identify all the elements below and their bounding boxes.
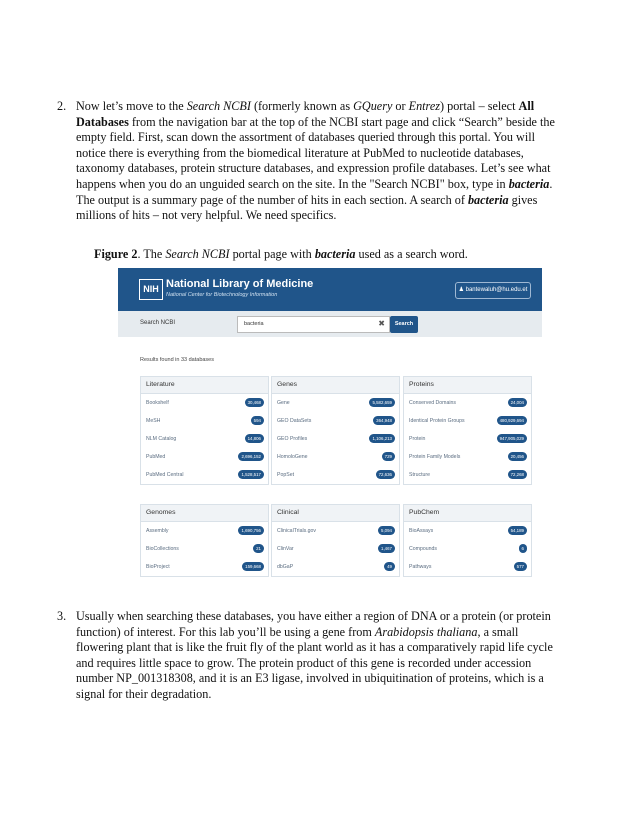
panel-genes [271,376,400,485]
db-row[interactable]: ClinVar 1,467 [272,540,399,558]
results-summary: Results found in 33 databases [140,357,214,363]
db-row[interactable]: BioProject 159,668 [141,558,268,576]
db-row[interactable]: Compounds 6 [404,540,531,558]
db-row[interactable]: Pathways 577 [404,558,531,576]
item-3-paragraph: 3. Usually when searching these databases, you have either a region of DNA or a protein (or protein function) of interest. For this lab you’ll be using a gene from Arabidopsis thaliana, a small flowering plant that is like the fruit fly of the plant world as it has a comparatively rapid life cycle and requires little space to grow. The protein product of this gene is recorded under accession number NP_001318308, and it is an E3 ligase, involved in ubiquitination of proteins, which is a signal for their degradation. [57,609,553,701]
panel-title: Genomes [141,505,268,522]
panel-genomes [140,504,269,577]
db-row[interactable]: GEO Profiles 1,106,213 [272,430,399,448]
search-value: bacteria [244,321,264,327]
clear-icon[interactable]: ✖ [378,319,385,328]
search-button[interactable]: Search [390,316,418,333]
panel-clinical [271,504,400,577]
db-row[interactable]: PubMed 2,696,152 [141,448,268,466]
panel-pubchem [403,504,532,577]
db-row[interactable]: BioCollections 21 [141,540,268,558]
ncbi-subtitle: National Center for Biotechnology Information [166,292,278,298]
db-row[interactable]: PubMed Central 1,528,517 [141,466,268,484]
figure-label: Figure 2 [94,247,138,261]
ncbi-screenshot [118,268,542,582]
db-row[interactable]: ClinicalTrials.gov 5,094 [272,522,399,540]
nih-logo-icon[interactable]: NIH [139,279,163,300]
db-row[interactable]: dbGaP 49 [272,558,399,576]
panel-title: PubChem [404,505,531,522]
panel-title: Clinical [272,505,399,522]
item-2-number: 2. [57,99,67,113]
db-row[interactable]: Bookshelf 30,468 [141,394,268,412]
ncbi-header [118,268,542,311]
item-2-paragraph: 2. Now let’s move to the Search NCBI (formerly known as GQuery or Entrez) portal – select All Databases from the navigation bar at the top of the NCBI start page and click “Search” beside the empty field. First, scan down the assortment of databases queried through this portal. You will notice there is everything from the biomedical literature at PubMed to nucleotide databases, taxonomy databases, protein structure databases, and expression profile databases. Let’s see what happens when you do an unguided search on the site. In the "Search NCBI" box, type in bacteria. The output is a summary page of the number of hits in each section. A search of bacteria gives millions of hits – not very helpful. We need specifics. [57,99,555,223]
db-row[interactable]: PopSet 72,636 [272,466,399,484]
db-row[interactable]: BioAssays 54,189 [404,522,531,540]
db-row[interactable]: Protein 947,905,029 [404,430,531,448]
user-icon: ♟ [458,287,466,293]
db-row[interactable]: GEO DataSets 364,948 [272,412,399,430]
search-bar [118,311,542,337]
panel-title: Genes [272,377,399,394]
db-row[interactable]: Structure 72,268 [404,466,531,484]
db-row[interactable]: Gene 5,582,659 [272,394,399,412]
search-label: Search NCBI [140,320,176,326]
panel-title: Proteins [404,377,531,394]
db-row[interactable]: MeSH 594 [141,412,268,430]
panel-title: Literature [141,377,268,394]
db-row[interactable]: HomoloGene 729 [272,448,399,466]
db-row[interactable]: Conserved Domains 24,004 [404,394,531,412]
item-3-number: 3. [57,609,67,623]
nlm-title[interactable]: National Library of Medicine [166,278,314,290]
db-row[interactable]: Protein Family Models 20,456 [404,448,531,466]
figure-caption: Figure 2. The Search NCBI portal page with bacteria used as a search word. [94,247,468,261]
panel-literature [140,376,269,485]
search-input[interactable] [237,316,390,333]
db-row[interactable]: NLM Catalog 14,806 [141,430,268,448]
user-account-button[interactable]: ♟ bantewaluh@hu.edu.et [455,282,531,299]
db-row[interactable]: Assembly 1,690,756 [141,522,268,540]
panel-proteins [403,376,532,485]
db-row[interactable]: Identical Protein Groups 480,929,694 [404,412,531,430]
